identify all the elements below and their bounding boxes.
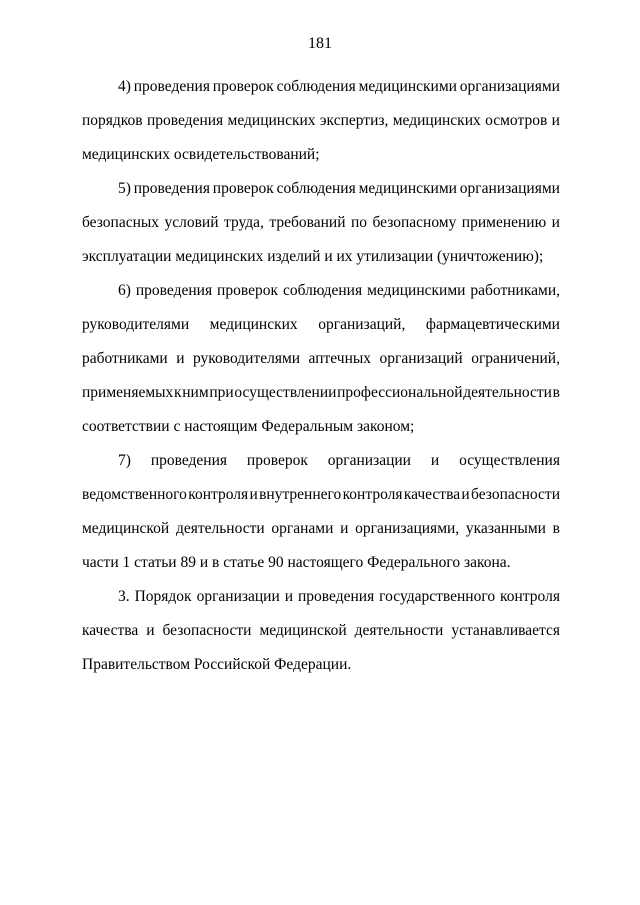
word: требований	[269, 214, 346, 231]
word: органами	[271, 520, 334, 537]
word: 6)	[118, 282, 131, 299]
word: ним	[182, 384, 209, 401]
word: медицинскими	[358, 180, 457, 197]
word: проведения	[298, 588, 375, 605]
word: при	[209, 384, 234, 401]
word: контроля	[342, 486, 403, 503]
word: организаций,	[318, 316, 406, 333]
word: труда,	[223, 214, 264, 231]
word: и	[146, 622, 155, 639]
text-line	[82, 580, 560, 614]
document-body	[82, 70, 560, 682]
word: контроля	[188, 486, 249, 503]
text-line	[82, 70, 560, 104]
word: медицинской	[82, 520, 170, 537]
word: применяемых	[82, 384, 174, 401]
word: контроля	[500, 588, 560, 605]
page-number: 181	[308, 35, 332, 52]
word: безопасному	[372, 214, 457, 231]
word: условий	[164, 214, 219, 231]
word: медицинских	[392, 112, 481, 129]
word: осуществлении	[234, 384, 337, 401]
word: аптечных	[308, 350, 372, 367]
word: применению	[461, 214, 547, 231]
word: 3.	[118, 588, 130, 605]
text-line	[82, 376, 560, 410]
word: устанавливается	[451, 622, 560, 639]
word: в	[552, 384, 560, 401]
word: и	[461, 486, 470, 503]
word: 4)	[118, 78, 131, 95]
word: медицинских	[209, 316, 298, 333]
paragraph-item-7	[82, 444, 560, 580]
word: проведения	[133, 180, 210, 197]
word: и	[176, 350, 185, 367]
text-line	[82, 172, 560, 206]
word: фармацевтическими	[425, 316, 560, 333]
text-line	[82, 512, 560, 546]
text-line: соответствии с настоящим Федеральным законом;	[82, 418, 415, 435]
word: и	[551, 112, 560, 129]
text-line	[82, 478, 560, 512]
word: деятельности	[463, 384, 552, 401]
word: безопасности	[162, 622, 252, 639]
word: организациями	[459, 78, 560, 95]
text-line: Правительством Российской Федерации.	[82, 656, 352, 673]
word: экспертиз,	[319, 112, 389, 129]
text-line	[82, 342, 560, 376]
word: безопасности	[471, 486, 560, 503]
text-line	[82, 206, 560, 240]
word: к	[174, 384, 182, 401]
word: организации	[327, 452, 411, 469]
word: и	[249, 486, 258, 503]
word: указанными	[465, 520, 546, 537]
word: и	[551, 214, 560, 231]
word: работниками	[82, 350, 168, 367]
word: проверок	[212, 78, 274, 95]
word: ограничений,	[471, 350, 560, 367]
word: медицинскими	[367, 282, 466, 299]
word: медицинскими	[358, 78, 457, 95]
word: проведения	[135, 282, 213, 299]
word: по	[350, 214, 367, 231]
text-line	[82, 614, 560, 648]
word: профессиональной	[337, 384, 463, 401]
word: медицинской	[259, 622, 347, 639]
word: проверок	[212, 180, 274, 197]
text-line: медицинских освидетельствований;	[82, 146, 320, 163]
word: работниками,	[470, 282, 560, 299]
word: Порядок	[134, 588, 192, 605]
word: качества	[82, 622, 139, 639]
text-line: части 1 статьи 89 и в статье 90 настоящего Федерального закона.	[82, 554, 511, 571]
word: руководителями	[82, 316, 190, 333]
word: и	[284, 588, 294, 605]
word: безопасных	[82, 214, 160, 231]
word: 7)	[118, 452, 131, 469]
section-3-paragraph	[82, 580, 560, 682]
text-line	[82, 308, 560, 342]
word: 5)	[118, 180, 131, 197]
word: соблюдения	[282, 282, 363, 299]
text-line: эксплуатации медицинских изделий и их утилизации (уничтожению);	[82, 248, 544, 265]
word: медицинских	[227, 112, 316, 129]
word: осмотров	[485, 112, 548, 129]
word: организации	[196, 588, 280, 605]
word: и	[430, 452, 440, 469]
paragraph-item-4	[82, 70, 560, 172]
word: организациями	[459, 180, 560, 197]
text-line	[82, 444, 560, 478]
word: организаций	[379, 350, 463, 367]
word: государственного	[379, 588, 496, 605]
word: качества	[403, 486, 461, 503]
word: проверок	[246, 452, 308, 469]
word: руководителями	[192, 350, 301, 367]
word: внутреннего	[259, 486, 342, 503]
word: ведомственного	[82, 486, 187, 503]
word: деятельности	[354, 622, 444, 639]
paragraph-item-5	[82, 172, 560, 274]
word: организациями,	[355, 520, 460, 537]
word: проверок	[217, 282, 278, 299]
word: соблюдения	[276, 78, 356, 95]
word: соблюдения	[276, 180, 356, 197]
paragraph-item-6	[82, 274, 560, 444]
word: деятельности	[175, 520, 265, 537]
word: порядков	[82, 112, 143, 129]
text-line	[82, 274, 560, 308]
text-line	[82, 104, 560, 138]
word: в	[552, 520, 560, 537]
word: проведения	[146, 112, 224, 129]
word: осуществления	[459, 452, 560, 469]
word: проведения	[133, 78, 210, 95]
word: и	[340, 520, 349, 537]
word: проведения	[150, 452, 228, 469]
